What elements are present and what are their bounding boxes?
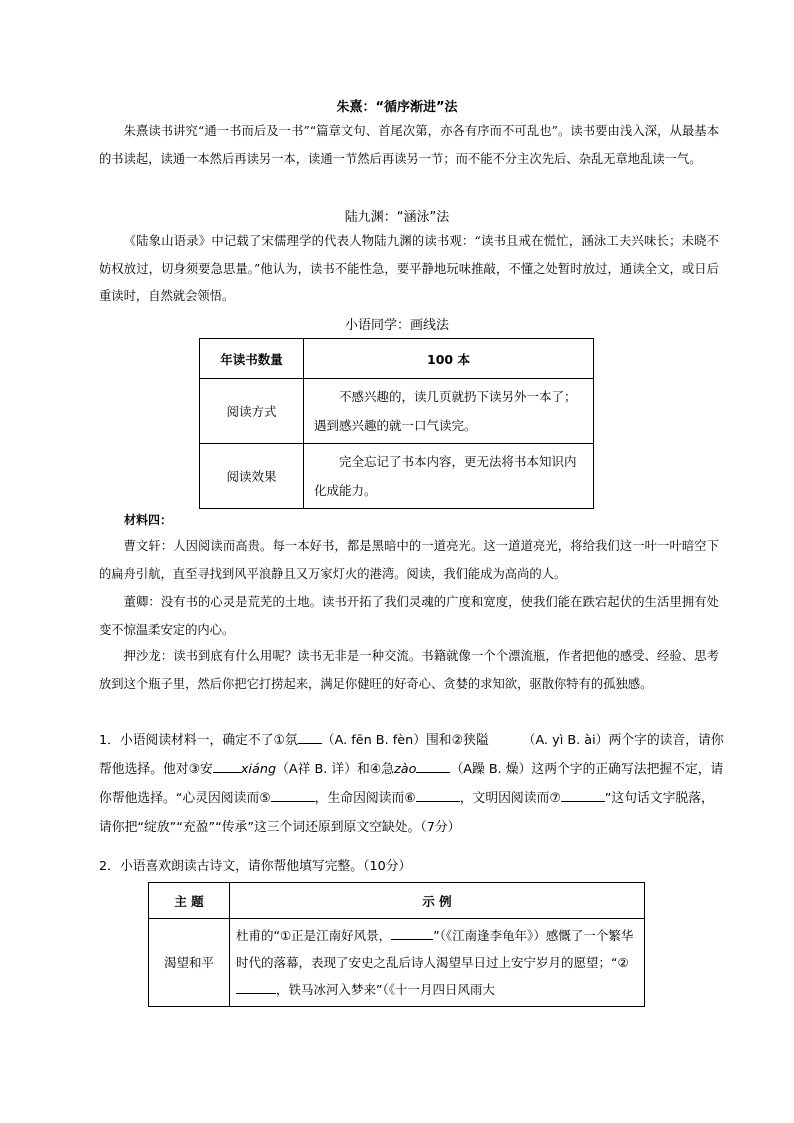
section2-text: 《陆象山语录》中记载了宋儒理学的代表人物陆九渊的读书观：“读书且戒在慌忙，涵泳工夫兴味长；未晓不妨权放过，切身须要急思量。”他认为，读书不能性急，要平静地玩味推敲，不懂之处暂时放过，通读全文，或日后重读时，自然就会领悟。 bbox=[99, 234, 719, 303]
q1-text: ，文明因阅读而⑦ bbox=[459, 791, 561, 806]
example-text: ，铁马冰河入梦来”（《十一月四日风雨大 bbox=[276, 982, 495, 997]
speaker-name: 押沙龙： bbox=[123, 649, 174, 663]
example-text: ”（《江南逢李龟年》）感慨了一个繁华时代的落幕，表现了安史之乱后诗人渴望早日过上安宁岁月的愿望；“② bbox=[236, 928, 634, 970]
material4-item bbox=[99, 643, 719, 698]
q1-text: ”这句话文字脱落，请你把“绽放”“充盈”“传承”这三个词还原到原文空缺处。（7分） bbox=[99, 791, 714, 835]
material4-label: 材料四： bbox=[124, 513, 173, 527]
table-cell-label: 阅读方式 bbox=[200, 379, 304, 444]
table-cell-label: 阅读效果 bbox=[200, 444, 304, 509]
answer-blank[interactable] bbox=[213, 758, 241, 773]
q1-text: 1．小语阅读材料一，确定不了①氛 bbox=[99, 733, 298, 748]
material4-item bbox=[99, 533, 719, 588]
table-cell-value bbox=[230, 919, 645, 1007]
table-header-cell: 主 题 bbox=[149, 883, 230, 919]
answer-blank[interactable] bbox=[391, 925, 433, 940]
q1-text: （A躁 B. 燥）这两个字的正确写法把握不定，请你帮他选择。“心灵因阅读而⑤ bbox=[99, 762, 724, 806]
quote-text: 没有书的心灵是荒芜的土地。读书开拓了我们灵魂的广度和宽度，使我们能在跌宕起伏的生活里拥有处变不惊温柔安定的内心。 bbox=[99, 595, 719, 637]
answer-blank[interactable] bbox=[298, 729, 322, 744]
q1-text: ，生命因阅读而⑥ bbox=[314, 791, 416, 806]
q1-text: （A. yì B. ài）两个字的读音，请你帮他选择。他对③安 bbox=[99, 733, 724, 777]
table-row bbox=[200, 339, 594, 379]
q1-text: （A祥 B. 详）和④急 bbox=[276, 762, 395, 777]
answer-blank[interactable] bbox=[271, 787, 315, 802]
quote-text: 人因阅读而高贵。每一本好书，都是黑暗中的一道亮光。这一道道亮光，将给我们这一叶一叶暗空下的扁舟引航，直至寻找到风平浪静且又万家灯火的港湾。阅读，我们能成为高尚的人。 bbox=[99, 539, 719, 581]
table-cell-label: 渴望和平 bbox=[149, 919, 230, 1007]
pinyin: zào bbox=[394, 762, 417, 777]
question-2: 2．小语喜欢朗读古诗文，请你帮他填写完整。（10分） bbox=[99, 859, 412, 874]
section2-title: 陆九渊：“涵泳”法 bbox=[344, 210, 450, 225]
table-cell-value: 完全忘记了书本内容，更无法将书本知识内化成能力。 bbox=[304, 444, 594, 509]
poetry-table bbox=[148, 882, 645, 1007]
section3-title: 小语同学：画线法 bbox=[344, 318, 449, 333]
question-1 bbox=[99, 726, 724, 842]
answer-space[interactable] bbox=[489, 730, 523, 744]
example-text: 杜甫的“①正是江南好风景， bbox=[236, 928, 392, 943]
table-cell-value: 不感兴趣的，读几页就扔下读另外一本了；遇到感兴趣的就一口气读完。 bbox=[304, 379, 594, 444]
pinyin: xiáng bbox=[240, 762, 277, 777]
speaker-name: 曹文轩： bbox=[123, 539, 174, 553]
table-row bbox=[149, 919, 645, 1007]
speaker-name: 董卿： bbox=[123, 595, 161, 609]
table-row bbox=[149, 883, 645, 919]
material4-item bbox=[99, 589, 719, 644]
section1-title: 朱熹：“循序渐进”法 bbox=[336, 100, 458, 115]
table-header-cell: 年读书数量 bbox=[200, 339, 304, 379]
table-row bbox=[200, 444, 594, 509]
table-header-cell: 100 本 bbox=[304, 339, 594, 379]
table-header-cell: 示 例 bbox=[230, 883, 645, 919]
table-row bbox=[200, 379, 594, 444]
answer-blank[interactable] bbox=[416, 758, 450, 773]
answer-blank[interactable] bbox=[236, 979, 276, 994]
quote-text: 读书到底有什么用呢？读书无非是一种交流。书籍就像一个个漂流瓶，作者把他的感受、经验、思考放到这个瓶子里，然后你把它打捞起来，满足你健旺的好奇心、贪婪的求知欲，驱散你特有的孤独感。 bbox=[99, 649, 719, 691]
section1-text: 朱熹读书讲究“通一书而后及一书”“篇章文句、首尾次第，亦各有序而不可乱也”。读书要由浅入深，从最基本的书读起，读通一本然后再读另一本，读通一节然后再读另一节；而不能不分主次先后、杂乱无章地乱读一气。 bbox=[99, 124, 719, 166]
answer-blank[interactable] bbox=[416, 787, 460, 802]
reading-table bbox=[199, 338, 594, 509]
answer-blank[interactable] bbox=[561, 787, 605, 802]
q1-text: （A. fēn B. fèn）围和②狭隘 bbox=[321, 733, 489, 748]
